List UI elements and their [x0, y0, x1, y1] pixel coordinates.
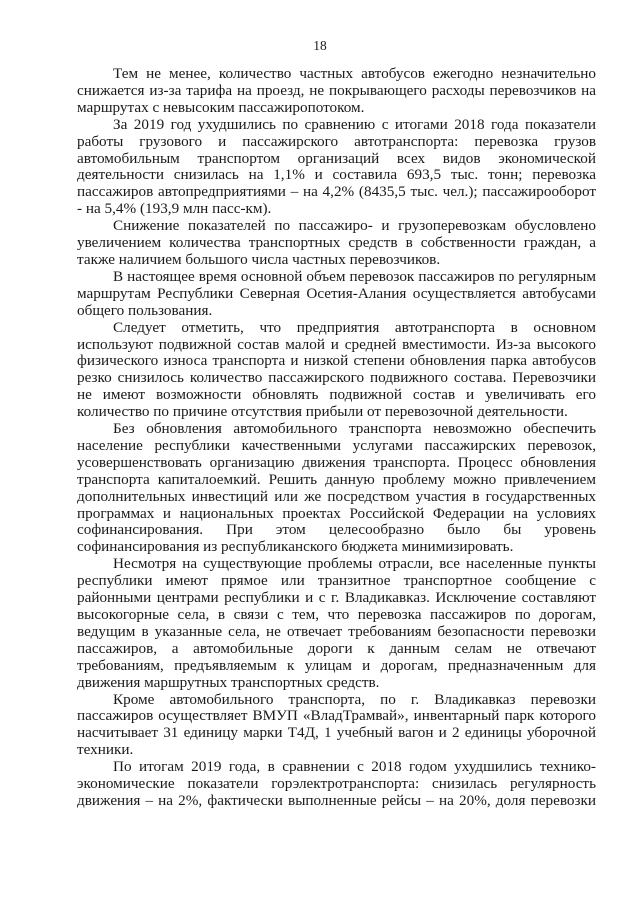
paragraph-decline-reasons: Снижение показателей по пассажиро- и грузоперевозкам обусловлено увеличением количества транспортных средств в собственности граждан, а также наличием большого числа частных перевозчиков. [77, 217, 596, 268]
paragraph-electric-transport: По итогам 2019 года, в сравнении с 2018 годом ухудшились технико-экономические показатели горэлектротранспорта: снизилась регулярность движения – на 2%, фактически выполненные рейсы – на 20%, доля перевозки [77, 758, 596, 809]
paragraph-fleet-renewal: Без обновления автомобильного транспорта невозможно обеспечить население республики качественными услугами пассажирских перевозок, усовершенствовать организацию движения транспорта. Процесс обновления транспорта капиталоемкий. Решить данную проблему можно привлечением дополнительных инвестиций или же посредством участия в государственных программах и национальных проектах Российской Федерации на условиях софинансирования. При этом целесообразно было бы уровень софинансирования из республиканского бюджета минимизировать. [77, 420, 596, 556]
document-body [77, 66, 596, 810]
paragraph-2019-indicators: За 2019 год ухудшились по сравнению с итогами 2018 года показатели работы грузового и пассажирского автотранспорта: перевозка грузов автомобильным транспортом организаций всех видов экономической деятельности снизилась на 1,1% и составила 693,5 тыс. тонн; перевозка пассажиров автопредприятиями – на 4,2% (8435,5 тыс. чел.); пассажирооборот - на 5,4% (193,9 млн пасс-км). [77, 115, 596, 218]
paragraph-rolling-stock: Следует отметить, что предприятия автотранспорта в основном используют подвижной состав малой и средней вместимости. Из-за высокого физического износа транспорта и низкой степени обновления парка автобусов резко снизилось количество пассажирского подвижного состава. Перевозчики не имеют возможности обновлять подвижной состав и увеличивать его количество по причине отсутствия прибыли от перевозочной деятельности. [77, 318, 596, 421]
page-number: 18 [313, 38, 327, 53]
paragraph-settlements: Несмотря на существующие проблемы отрасли, все населенные пункты республики имеют прямое или транзитное транспортное сообщение с районными центрами республики и с г. Владикавказ. Исключение составляют высокогорные села, в связи с тем, что перевозка пассажиров по дорогам, ведущим в указанные села, не отвечает требованиям безопасности перевозки пассажиров, а автомобильные дороги к данным селам не отвечают требованиям, предъявляемым к улицам и дорогам, предназначенным для движения маршрутных транспортных средств. [77, 555, 596, 691]
paragraph-tram: Кроме автомобильного транспорта, по г. Владикавказ перевозки пассажиров осуществляет ВМУП «ВладТрамвай», инвентарный парк которого насчитывает 31 единицу марки Т4Д, 1 учебный вагон и 2 единицы уборочной техники. [77, 690, 596, 759]
paragraph-regular-routes: В настоящее время основной объем перевозок пассажиров по регулярным маршрутам Республики Северная Осетия-Алания осуществляется автобусами общего пользования. [77, 267, 596, 319]
paragraph-private-buses: Тем не менее, количество частных автобусов ежегодно незначительно снижается из-за тарифа на проезд, не покрывающего расходы перевозчиков на маршрутах с невысоким пассажиропотоком. [77, 65, 596, 116]
